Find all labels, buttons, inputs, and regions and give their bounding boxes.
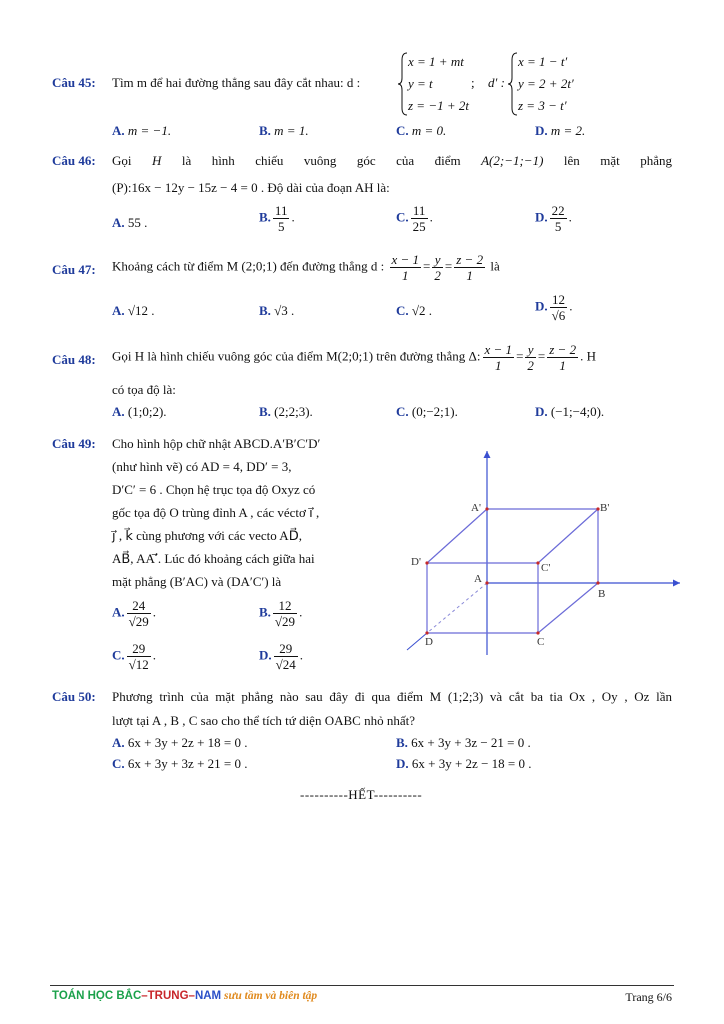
q49-option-b-letter: B. xyxy=(259,604,271,620)
q47-option-d[interactable]: D. $\frac{12}{√6}$ . xyxy=(535,292,573,323)
q45-option-d-text: m = 2. xyxy=(550,123,586,138)
q45-option-b[interactable] xyxy=(259,123,309,139)
q47-option-c-letter: C. xyxy=(396,303,409,318)
q46-option-c-letter: C. xyxy=(396,209,409,225)
q49-option-a-den: √29 xyxy=(128,614,149,629)
q46-word: hình xyxy=(211,153,235,168)
q46-word: góc xyxy=(356,153,376,168)
q47-frac2-num: y xyxy=(432,252,443,268)
q46-label: Câu 46: xyxy=(52,153,96,168)
q48-frac1-den: 1 xyxy=(495,358,502,373)
q47-option-b-text: √3 . xyxy=(274,303,295,318)
q46-option-a-letter: A. xyxy=(112,215,125,230)
label-d: D xyxy=(425,636,433,648)
q48-text-b: . H xyxy=(580,348,596,364)
q46-word: của xyxy=(396,153,415,168)
q50-option-a[interactable] xyxy=(112,735,248,751)
footer-brand-part2: BẮC xyxy=(116,990,142,1002)
q49-line3: D′C′ = 6 . Chọn hệ trục tọa độ Oxyz có xyxy=(112,482,316,497)
q45-d-eq2: y = t xyxy=(408,76,433,91)
q48-option-d-letter: D. xyxy=(535,404,548,419)
q47-option-c[interactable] xyxy=(396,303,432,319)
q48-option-b-letter: B. xyxy=(259,404,271,419)
q46-word: điểm xyxy=(434,153,461,168)
q46-option-c-num: 11 xyxy=(411,203,428,219)
q48-question: Gọi H là hình chiếu vuông góc của điểm M(2;0;1) trên đường thẳng Δ: $\frac{x - 1}{1}$ = $\frac{y}{2}$ = $\frac{z - 2}{1}$ . H xyxy=(112,342,596,373)
q49-option-a[interactable]: A. $\frac{24}{√29}$ . xyxy=(112,598,157,629)
q48-label: Câu 48: xyxy=(52,352,96,367)
label-c: C xyxy=(537,636,545,648)
q49-option-c[interactable]: C. $\frac{29}{√12}$ . xyxy=(112,641,157,672)
q48-option-b-text: (2;2;3). xyxy=(274,404,313,419)
q50-line2: lượt tại A , B , C sao cho thể tích tứ diện OABC nhỏ nhất? xyxy=(112,713,415,728)
q50-option-a-text: 6x + 3y + 2z + 18 = 0 . xyxy=(127,735,248,750)
q48-option-a[interactable] xyxy=(112,404,167,420)
q45-d-brace xyxy=(398,52,408,116)
q48-text-a: Gọi H là hình chiếu vuông góc của điểm M(2;0;1) trên đường thẳng Δ: xyxy=(112,348,481,364)
q45-option-d-letter: D. xyxy=(535,123,548,138)
q49-option-b[interactable]: B. $\frac{12}{√29}$ . xyxy=(259,598,303,629)
q48-line2: có tọa độ là: xyxy=(112,382,176,397)
q46-point-a: A(2;−1;−1) xyxy=(481,153,544,168)
q45-option-a[interactable] xyxy=(112,123,171,139)
q45-option-d[interactable] xyxy=(535,123,585,139)
q47-option-c-text: √2 . xyxy=(411,303,433,318)
q46-option-b-num: 11 xyxy=(274,203,288,218)
q46-word: lên xyxy=(563,153,580,168)
q45-option-c-letter: C. xyxy=(396,123,409,138)
q48-option-a-text: (1;0;2). xyxy=(127,404,167,419)
q48-option-d-text: (−1;−4;0). xyxy=(550,404,605,419)
q47-frac1-den: 1 xyxy=(402,268,409,283)
q47-text-a: Khoảng cách từ điểm M (2;0;1) đến đường thẳng d : xyxy=(112,258,385,274)
q49-option-d-den: √24 xyxy=(275,657,296,672)
label-a: A xyxy=(474,573,482,585)
q48-option-b[interactable] xyxy=(259,404,313,420)
q49-line5: j⃗ , k⃗ cùng phương với các vecto AD⃗, xyxy=(112,528,302,543)
q48-option-a-letter: A. xyxy=(112,404,125,419)
q46-option-b-den: 5 xyxy=(277,219,285,234)
q45-option-b-text: m = 1. xyxy=(274,123,309,138)
footer-brand-part1: TOÁN HỌC xyxy=(52,990,117,1002)
end-mark: ----------HẾT---------- xyxy=(300,787,423,802)
q49-box-figure xyxy=(395,445,685,660)
q49-line6: AB⃗, AA′⃗. Lúc đó khoảng cách giữa hai xyxy=(112,551,315,566)
q46-word: phẳng xyxy=(640,153,672,168)
q49-line2: (như hình vẽ) có AD = 4, DD′ = 3, xyxy=(112,459,292,474)
q49-option-d-letter: D. xyxy=(259,647,272,663)
q45-option-c[interactable] xyxy=(396,123,446,139)
q50-option-d[interactable] xyxy=(396,756,532,772)
q47-frac3-den: 1 xyxy=(466,268,473,283)
q49-option-b-num: 12 xyxy=(273,598,297,614)
q46-option-b[interactable]: B. $\frac{11}{5}$ . xyxy=(259,203,295,234)
q47-text-b: là xyxy=(490,258,500,274)
q46-word: là xyxy=(181,153,192,168)
q49-option-c-num: 29 xyxy=(127,641,151,657)
footer-brand-part4: NAM xyxy=(194,990,222,1002)
q45-dprime-eq1: x = 1 − t′ xyxy=(518,54,568,69)
q46-line2: (P):16x − 12y − 15z − 4 = 0 . Độ dài của đoạn AH là: xyxy=(112,180,390,195)
q45-d-eq1: x = 1 + mt xyxy=(408,54,464,69)
q49-label: Câu 49: xyxy=(52,436,96,451)
q50-option-d-letter: D. xyxy=(396,756,409,771)
q50-option-b[interactable] xyxy=(396,735,531,751)
q47-option-d-letter: D. xyxy=(535,298,548,314)
q47-option-d-den: √6 xyxy=(551,308,566,323)
q47-frac3-num: z − 2 xyxy=(456,252,484,267)
q46-line1 xyxy=(112,153,672,169)
q46-word: vuông xyxy=(303,153,337,168)
q46-word: chiếu xyxy=(255,153,284,168)
q50-option-c-letter: C. xyxy=(112,756,125,771)
q46-word: Gọi xyxy=(112,153,132,168)
footer-brand-part3: –TRUNG– xyxy=(141,990,195,1002)
q45-text: Tìm m để hai đường thẳng sau đây cắt nhau: d : xyxy=(112,75,361,90)
q49-line1: Cho hình hộp chữ nhật ABCD.A′B′C′D′ xyxy=(112,436,321,451)
q46-option-b-letter: B. xyxy=(259,209,271,225)
q48-option-c-letter: C. xyxy=(396,404,409,419)
q48-frac1-num: x − 1 xyxy=(484,342,513,357)
q49-option-d-num: 29 xyxy=(274,641,298,657)
label-b: B xyxy=(598,588,606,600)
q45-dprime-eq2: y = 2 + 2t′ xyxy=(518,76,574,91)
q46-option-a-text: 55 . xyxy=(127,215,148,230)
q46-word: mặt xyxy=(600,153,620,168)
footer-divider xyxy=(50,985,674,986)
q49-option-c-letter: C. xyxy=(112,647,125,663)
label-d1: D' xyxy=(411,556,421,568)
q47-option-a-letter: A. xyxy=(112,303,125,318)
label-c1: C' xyxy=(541,562,551,574)
q46-option-d-den: 5 xyxy=(554,219,562,234)
q45-option-a-text: m = −1. xyxy=(127,123,172,138)
q47-option-b-letter: B. xyxy=(259,303,271,318)
q50-option-c[interactable] xyxy=(112,756,248,772)
q45-sep: ; xyxy=(471,75,475,90)
q50-option-b-text: 6x + 3y + 3z − 21 = 0 . xyxy=(411,735,531,750)
q50-option-b-letter: B. xyxy=(396,735,408,750)
label-a1: A' xyxy=(471,502,481,514)
page-number: Trang 6/6 xyxy=(625,990,672,1004)
q47-frac2-den: 2 xyxy=(434,268,441,283)
q45-dprime-brace xyxy=(508,52,518,116)
q49-option-a-num: 24 xyxy=(127,598,151,614)
footer-brand xyxy=(52,990,317,1002)
q45-dprime-label: d′ : xyxy=(488,75,505,90)
q45-d-eq3: z = −1 + 2t xyxy=(408,98,469,113)
q50-line1: Phương trình của mặt phẳng nào sau đây đi qua điểm M (1;2;3) và cắt ba tia Ox , Oy , Oz lần xyxy=(112,689,672,704)
q49-option-d[interactable]: D. $\frac{29}{√24}$ . xyxy=(259,641,304,672)
q48-frac2-den: 2 xyxy=(527,358,534,373)
q47-label: Câu 47: xyxy=(52,262,96,277)
q50-label: Câu 50: xyxy=(52,689,96,704)
q46-option-a[interactable] xyxy=(112,215,147,231)
q49-option-c-den: √12 xyxy=(128,657,149,672)
q46-option-d[interactable]: D. $\frac{22}{5}$ . xyxy=(535,203,572,234)
q49-option-a-letter: A. xyxy=(112,604,125,620)
label-b1: B' xyxy=(600,502,610,514)
q48-option-c[interactable] xyxy=(396,404,458,420)
q50-option-c-text: 6x + 3y + 3z + 21 = 0 . xyxy=(127,756,248,771)
q45-option-b-letter: B. xyxy=(259,123,271,138)
q45-dprime-eq3: z = 3 − t′ xyxy=(518,98,567,113)
q48-frac3-den: 1 xyxy=(559,358,566,373)
q46-option-d-letter: D. xyxy=(535,209,548,225)
q46-word: H xyxy=(151,153,162,168)
q47-option-d-num: 12 xyxy=(550,292,568,308)
q47-option-a[interactable] xyxy=(112,303,155,319)
q46-option-d-num: 22 xyxy=(551,203,565,218)
q47-frac1-num: x − 1 xyxy=(391,252,420,267)
q48-frac2-num: y xyxy=(525,342,536,358)
q47-option-b[interactable] xyxy=(259,303,294,319)
q49-option-b-den: √29 xyxy=(274,614,296,629)
q50-option-d-text: 6x + 3y + 2z − 18 = 0 . xyxy=(411,756,532,771)
q48-frac3-num: z − 2 xyxy=(549,342,577,357)
q48-option-d[interactable] xyxy=(535,404,604,420)
q45-option-c-text: m = 0. xyxy=(411,123,447,138)
q46-option-c-den: 25 xyxy=(412,219,426,234)
q45-label: Câu 45: xyxy=(52,75,96,90)
q50-option-a-letter: A. xyxy=(112,735,125,750)
q47-question: Khoảng cách từ điểm M (2;0;1) đến đường thẳng d : $\frac{x - 1}{1}$ = $\frac{y}{2}$ = $\frac{z - 2}{1}$ là xyxy=(112,252,500,283)
q47-option-a-text: √12 . xyxy=(127,303,155,318)
q45-option-a-letter: A. xyxy=(112,123,125,138)
q48-option-c-text: (0;−2;1). xyxy=(411,404,458,419)
q46-option-c[interactable]: C. $\frac{11}{25}$ . xyxy=(396,203,433,234)
q49-line7: mặt phẳng (B′AC) và (DA′C′) là xyxy=(112,574,282,589)
footer-brand-part5: sưu tầm và biên tập xyxy=(221,990,318,1002)
q49-line4: gốc tọa độ O trùng đỉnh A , các véctơ i⃗ , xyxy=(112,505,320,520)
